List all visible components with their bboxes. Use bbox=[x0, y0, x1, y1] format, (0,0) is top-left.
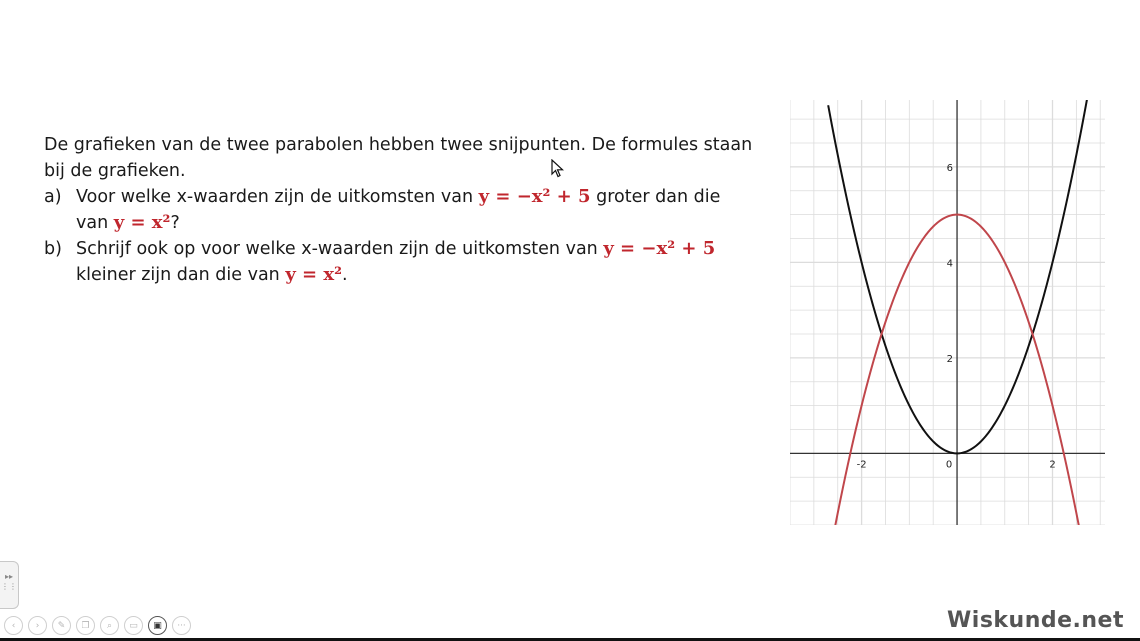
zoom-button[interactable] bbox=[100, 616, 119, 635]
slide-content bbox=[44, 132, 754, 288]
question-b-label: b) bbox=[44, 239, 62, 259]
question-b-text-3: . bbox=[342, 265, 348, 285]
brand-logo: Wiskunde.net bbox=[947, 608, 1124, 633]
formula-down: y = −x² + 5 bbox=[478, 186, 591, 207]
formula-up-b: y = x² bbox=[285, 264, 343, 285]
subtitles-button[interactable] bbox=[124, 616, 143, 635]
copy-icon: ❐ bbox=[81, 620, 90, 631]
question-b bbox=[44, 236, 754, 288]
y-tick-label: 2 bbox=[946, 353, 954, 365]
pen-button[interactable] bbox=[52, 616, 71, 635]
formula-up: y = x² bbox=[113, 212, 171, 233]
intro-text: De grafieken van de twee parabolen hebben twee snijpunten. De formules staan bij de grafieken. bbox=[44, 135, 753, 181]
more-button[interactable] bbox=[172, 616, 191, 635]
question-b-text-2: kleiner zijn dan die van bbox=[76, 265, 286, 285]
question-a-label: a) bbox=[44, 187, 62, 207]
question-b-text-1: Schrijf ook op voor welke x-waarden zijn de uitkomsten van bbox=[76, 239, 604, 259]
camera-button[interactable] bbox=[148, 616, 167, 635]
pen-icon: ✎ bbox=[57, 620, 66, 631]
question-a-text-1: Voor welke x-waarden zijn de uitkomsten van bbox=[76, 187, 479, 207]
next-button[interactable] bbox=[28, 616, 47, 635]
y-tick-label: 6 bbox=[946, 162, 954, 174]
presentation-toolbar bbox=[4, 616, 191, 635]
expand-panel-icon: ▸▸ ⋮⋮ bbox=[1, 572, 17, 591]
subtitles-icon: ▭ bbox=[129, 620, 138, 631]
parabola-up-line bbox=[828, 100, 1088, 453]
x-tick-label: 0 bbox=[945, 459, 953, 471]
prev-icon: ‹ bbox=[11, 620, 16, 631]
side-panel-handle[interactable] bbox=[0, 561, 19, 609]
formula-down-b: y = −x² + 5 bbox=[603, 238, 716, 259]
y-tick-label: 4 bbox=[946, 258, 954, 270]
question-a-text-2: groter dan die van bbox=[76, 187, 721, 233]
copy-button[interactable] bbox=[76, 616, 95, 635]
mouse-cursor-icon bbox=[551, 159, 565, 179]
parabola-graph bbox=[790, 100, 1105, 525]
question-a bbox=[44, 184, 754, 236]
prev-button[interactable] bbox=[4, 616, 23, 635]
question-a-text-3: ? bbox=[170, 213, 180, 233]
zoom-icon: ⌕ bbox=[106, 620, 113, 631]
camera-icon: ▣ bbox=[153, 620, 162, 631]
x-tick-label: -2 bbox=[856, 459, 867, 471]
x-tick-label: 2 bbox=[1049, 459, 1056, 471]
more-icon: ··· bbox=[177, 620, 186, 631]
next-icon: › bbox=[35, 620, 40, 631]
